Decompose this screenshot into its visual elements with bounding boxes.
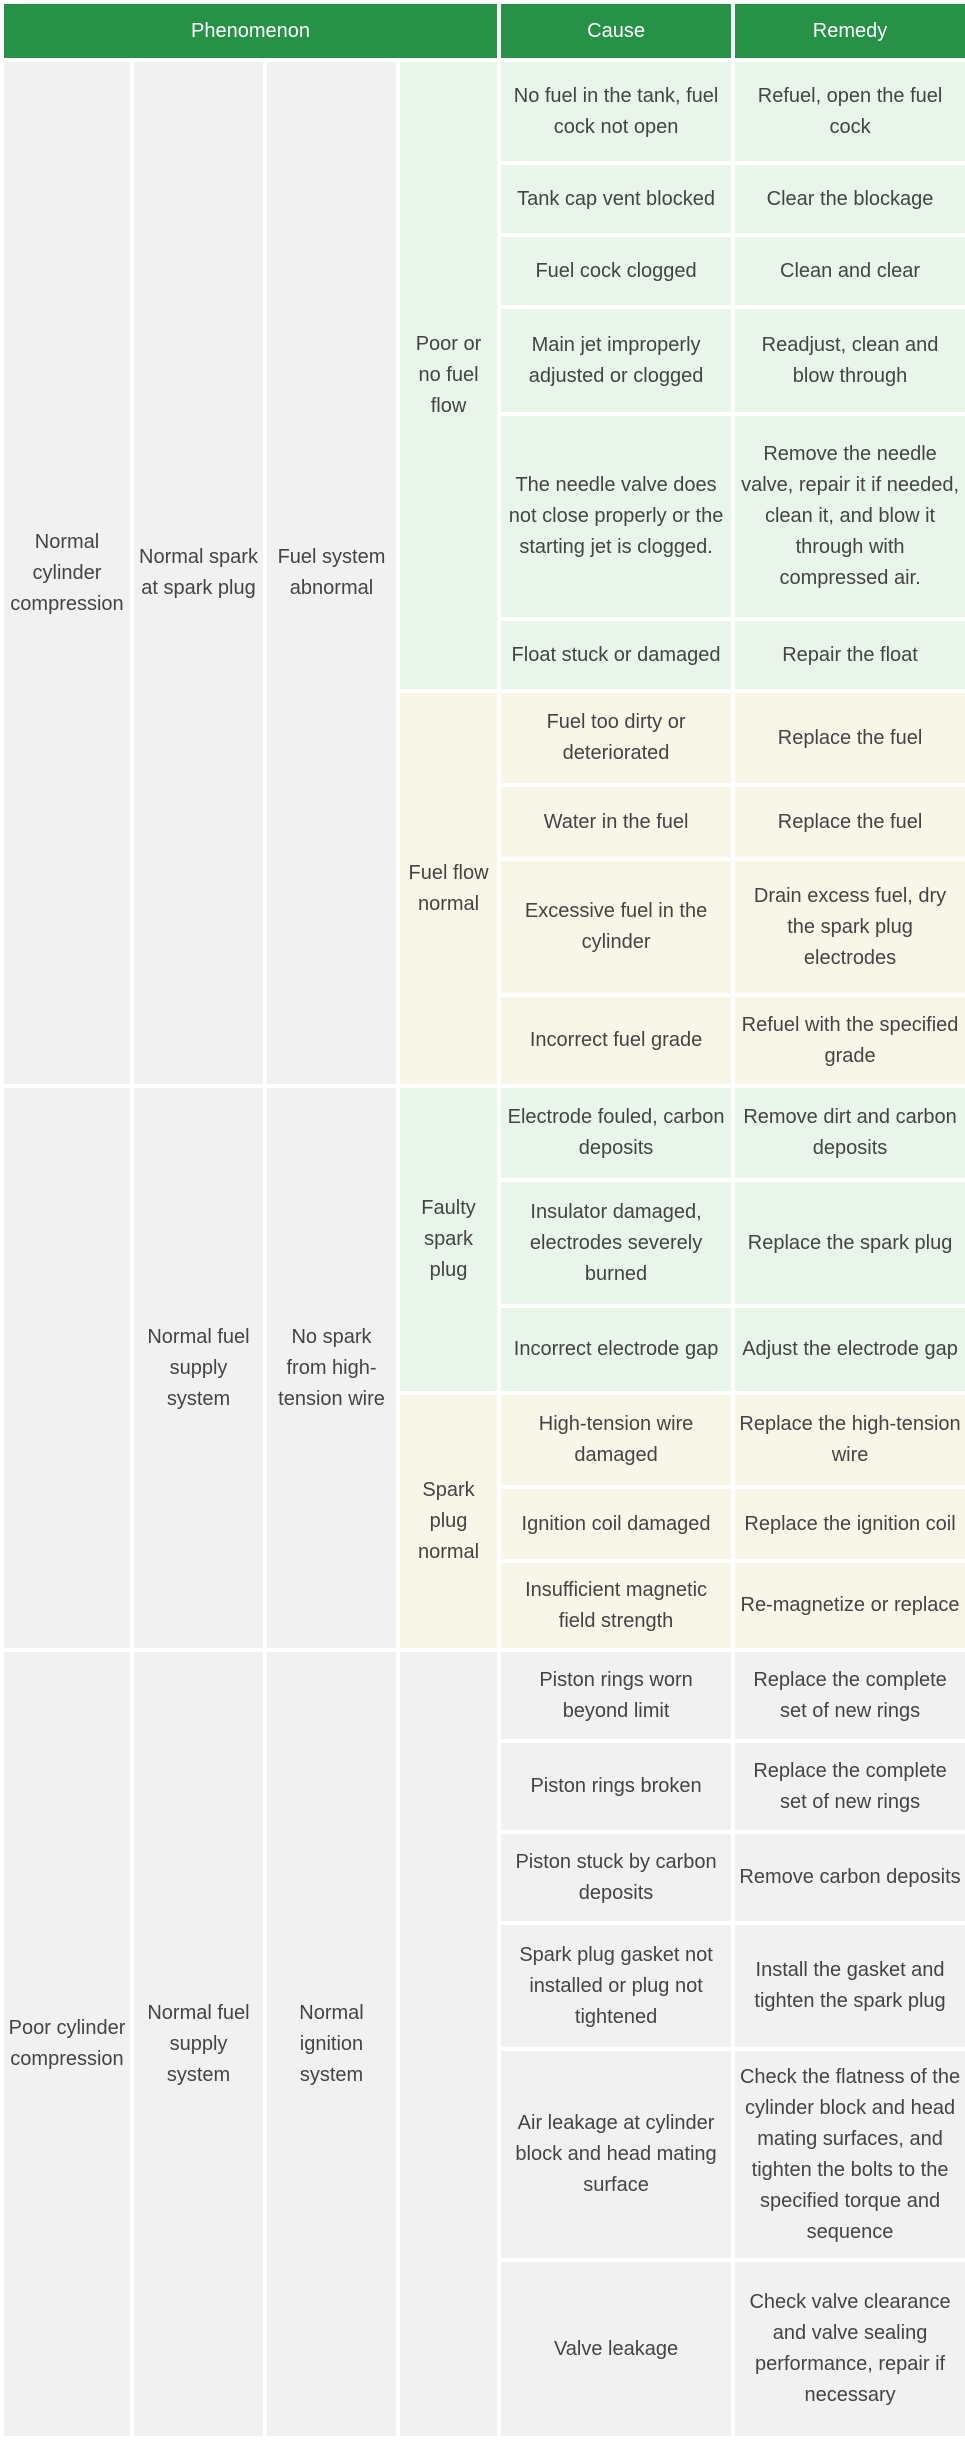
phenomenon-level1 [2,1086,132,1650]
phenomenon-level4: Faulty spark plug [398,1086,499,1393]
table-row [2,1086,965,1180]
phenomenon-level4 [398,1650,499,2438]
cause-cell: Excessive fuel in the cylinder [499,859,733,995]
cause-cell: Incorrect fuel grade [499,995,733,1086]
remedy-cell: Re-magnetize or replace [733,1561,965,1650]
remedy-cell: Replace the ignition coil [733,1487,965,1561]
remedy-cell: Clear the blockage [733,163,965,235]
phenomenon-level1: Poor cylinder compression [2,1650,132,2438]
cause-cell: The needle valve does not close properly or the starting jet is clogged. [499,414,733,619]
cause-cell: High-tension wire damaged [499,1393,733,1487]
cause-cell: Water in the fuel [499,785,733,859]
cause-cell: Spark plug gasket not installed or plug not tightened [499,1923,733,2049]
remedy-cell: Refuel with the specified grade [733,995,965,1086]
remedy-cell: Repair the float [733,619,965,691]
remedy-cell: Refuel, open the fuel cock [733,60,965,163]
remedy-cell: Replace the spark plug [733,1180,965,1306]
cause-cell: Ignition coil damaged [499,1487,733,1561]
cause-cell: Electrode fouled, carbon deposits [499,1086,733,1180]
cause-cell: Incorrect electrode gap [499,1306,733,1393]
remedy-cell: Adjust the electrode gap [733,1306,965,1393]
remedy-cell: Replace the complete set of new rings [733,1650,965,1741]
remedy-cell: Replace the complete set of new rings [733,1741,965,1832]
cause-cell: Insulator damaged, electrodes severely burned [499,1180,733,1306]
header-phenomenon: Phenomenon [2,2,499,60]
cause-cell: Piston stuck by carbon deposits [499,1832,733,1923]
remedy-cell: Clean and clear [733,235,965,307]
phenomenon-level3: No spark from high-tension wire [265,1086,398,1650]
phenomenon-level4: Fuel flow normal [398,691,499,1086]
cause-cell: Piston rings broken [499,1741,733,1832]
cause-cell: Valve leakage [499,2260,733,2438]
remedy-cell: Check valve clearance and valve sealing performance, repair if necessary [733,2260,965,2438]
cause-cell: Piston rings worn beyond limit [499,1650,733,1741]
table-row [2,60,965,163]
phenomenon-level3: Fuel system abnormal [265,60,398,1086]
remedy-cell: Check the flatness of the cylinder block and head mating surfaces, and tighten the bolts to the specified torque and sequence [733,2049,965,2260]
remedy-cell: Readjust, clean and blow through [733,307,965,414]
remedy-cell: Replace the fuel [733,691,965,785]
phenomenon-level4: Poor or no fuel flow [398,60,499,691]
remedy-cell: Replace the high-tension wire [733,1393,965,1487]
header-cause: Cause [499,2,733,60]
phenomenon-level2: Normal fuel supply system [132,1650,265,2438]
cause-cell: Float stuck or damaged [499,619,733,691]
table-row [2,1650,965,1741]
cause-cell: Air leakage at cylinder block and head mating surface [499,2049,733,2260]
remedy-cell: Remove the needle valve, repair it if needed, clean it, and blow it through with compressed air. [733,414,965,619]
cause-cell: Insufficient magnetic field strength [499,1561,733,1650]
cause-cell: No fuel in the tank, fuel cock not open [499,60,733,163]
header-remedy: Remedy [733,2,965,60]
header-row [2,2,965,60]
phenomenon-level2: Normal spark at spark plug [132,60,265,1086]
cause-cell: Fuel too dirty or deteriorated [499,691,733,785]
remedy-cell: Remove dirt and carbon deposits [733,1086,965,1180]
remedy-cell: Remove carbon deposits [733,1832,965,1923]
remedy-cell: Replace the fuel [733,785,965,859]
phenomenon-level1: Normal cylinder compression [2,60,132,1086]
phenomenon-level2: Normal fuel supply system [132,1086,265,1650]
cause-cell: Fuel cock clogged [499,235,733,307]
remedy-cell: Drain excess fuel, dry the spark plug electrodes [733,859,965,995]
remedy-cell: Install the gasket and tighten the spark plug [733,1923,965,2049]
phenomenon-level4: Spark plug normal [398,1393,499,1650]
cause-cell: Main jet improperly adjusted or clogged [499,307,733,414]
cause-cell: Tank cap vent blocked [499,163,733,235]
phenomenon-level3: Normal ignition system [265,1650,398,2438]
